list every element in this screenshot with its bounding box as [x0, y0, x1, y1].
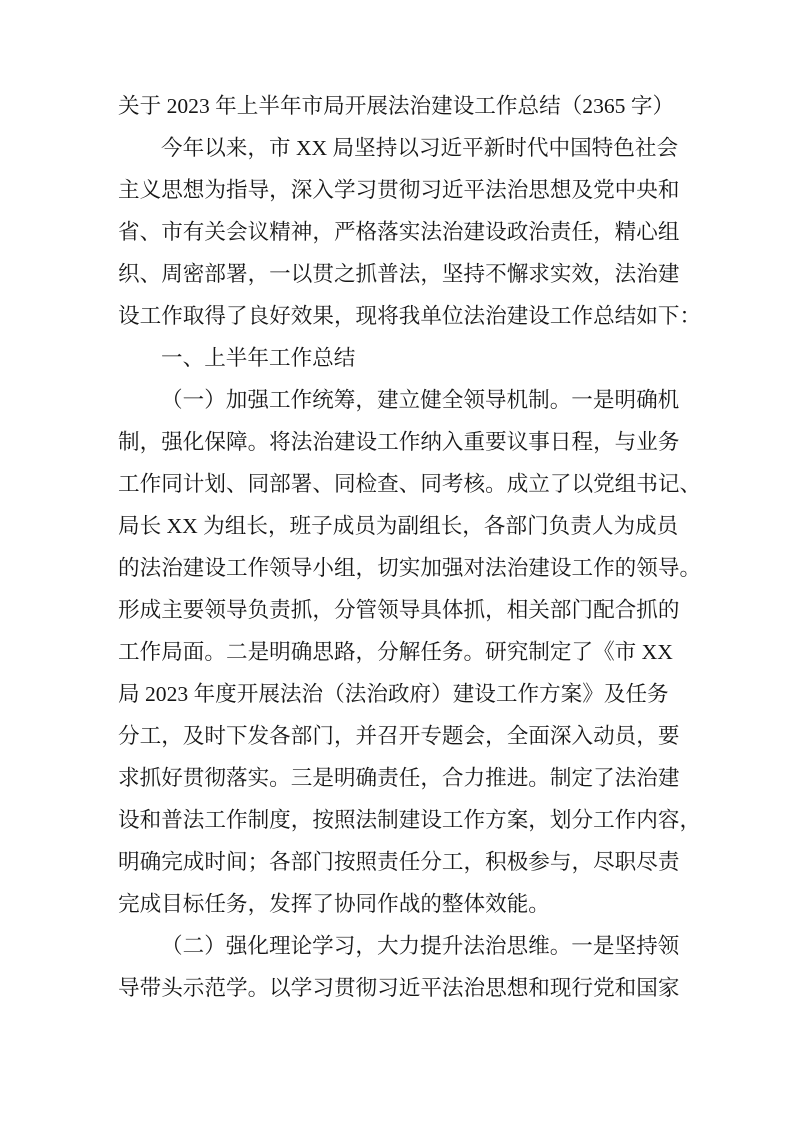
- text-line: 完成目标任务，发挥了协同作战的整体效能。: [118, 892, 550, 916]
- text-line: 形成主要领导负责抓，分管领导具体抓，相关部门配合抓的: [118, 598, 680, 622]
- text-line: 工作同计划、同部署、同检查、同考核。成立了以党组书记、: [118, 472, 702, 496]
- text-line: 局长 XX 为组长，班子成员为副组长，各部门负责人为成员: [118, 514, 679, 538]
- text-line: （一）加强工作统筹，建立健全领导机制。一是明确机: [161, 388, 680, 412]
- text-line: 局 2023 年度开展法治（法治政府）建设工作方案》及任务: [118, 682, 669, 706]
- text-line: 织、周密部署，一以贯之抓普法，坚持不懈求实效，法治建: [118, 262, 680, 286]
- text-line: 设和普法工作制度，按照法制建设工作方案，划分工作内容，: [118, 808, 702, 832]
- text-line: 导带头示范学。以学习贯彻习近平法治思想和现行党和国家: [118, 976, 680, 1000]
- text-line: 设工作取得了良好效果，现将我单位法治建设工作总结如下：: [118, 304, 702, 328]
- document-text-block: [118, 85, 702, 1009]
- text-line: 主义思想为指导，深入学习贯彻习近平法治思想及党中央和: [118, 178, 680, 202]
- document-title: 关于 2023 年上半年市局开展法治建设工作总结（2365 字）: [118, 94, 675, 118]
- text-line: 的法治建设工作领导小组，切实加强对法治建设工作的领导。: [118, 556, 702, 580]
- document-body: [118, 127, 702, 1009]
- text-line: （二）强化理论学习，大力提升法治思维。一是坚持领: [161, 934, 680, 958]
- text-line: 今年以来，市 XX 局坚持以习近平新时代中国特色社会: [161, 136, 679, 160]
- text-line: 分工，及时下发各部门，并召开专题会，全面深入动员，要: [118, 724, 680, 748]
- text-line: 省、市有关会议精神，严格落实法治建设政治责任，精心组: [118, 220, 680, 244]
- text-line: 工作局面。二是明确思路，分解任务。研究制定了《市 XX: [118, 640, 673, 664]
- text-line: 求抓好贯彻落实。三是明确责任，合力推进。制定了法治建: [118, 766, 680, 790]
- text-line: 制，强化保障。将法治建设工作纳入重要议事日程，与业务: [118, 430, 680, 454]
- text-line: 明确完成时间；各部门按照责任分工，积极参与，尽职尽责: [118, 850, 680, 874]
- text-line: 一、上半年工作总结: [161, 346, 356, 370]
